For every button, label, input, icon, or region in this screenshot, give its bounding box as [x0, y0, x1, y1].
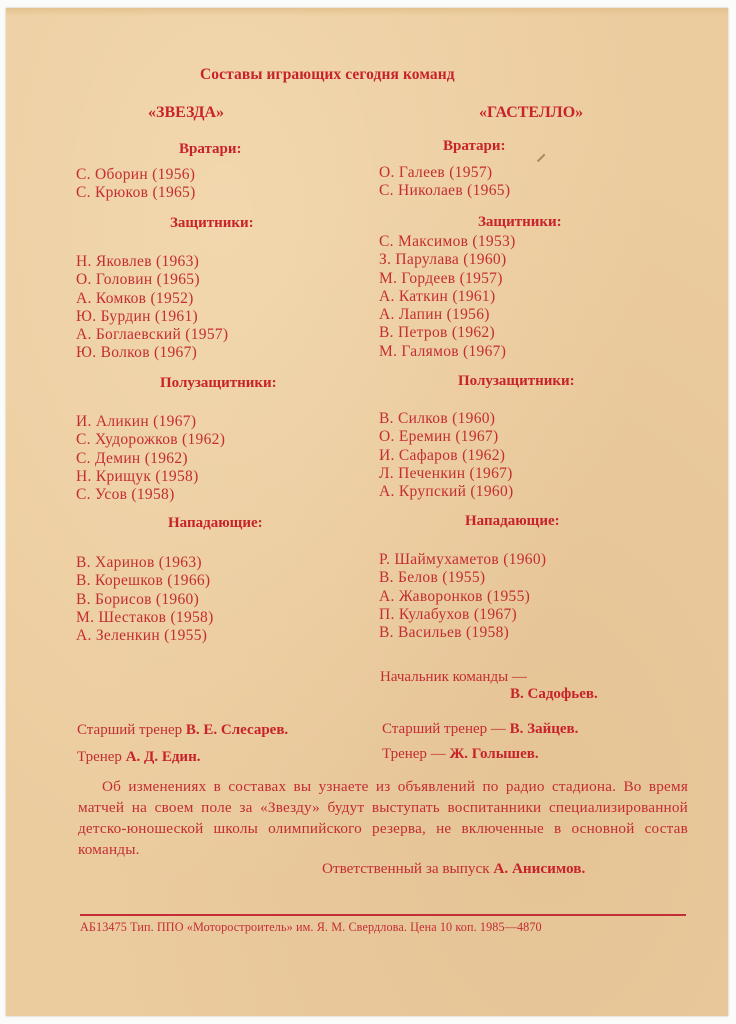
player-item: Н. Крищук (1958) — [76, 467, 199, 485]
zvezda-goalkeepers-list — [76, 166, 196, 203]
zvezda-defenders-list — [76, 253, 228, 363]
player-item: М. Гордеев (1957) — [379, 269, 503, 287]
responsible-name: А. Анисимов. — [493, 860, 586, 877]
zvezda-forwards-heading: Нападающие: — [168, 515, 263, 531]
zvezda-forwards-list — [76, 554, 214, 645]
page-title: Составы играющих сегодня команд — [200, 66, 455, 83]
player-item: А. Боглаевский (1957) — [76, 326, 229, 344]
player-item: С. Николаев (1965) — [379, 182, 511, 200]
team-name-zvezda: «ЗВЕЗДА» — [148, 104, 225, 121]
zvezda-head-coach — [77, 722, 288, 739]
print-imprint: АБ13475 Тип. ППО «Моторостроитель» им. Я. М. Свердлова. Цена 10 коп. 1985—4870 — [80, 920, 542, 934]
player-item: А. Жаворонков (1955) — [379, 587, 531, 605]
player-item: М. Шестаков (1958) — [76, 608, 214, 626]
player-item: С. Крюков (1965) — [76, 184, 196, 202]
player-item: О. Галеев (1957) — [379, 164, 493, 181]
player-item: И. Сафаров (1962) — [379, 446, 506, 464]
gastello-manager-name: В. Садофьев. — [510, 686, 598, 702]
coach-name: Ж. Голышев. — [449, 746, 539, 762]
team-name-gastello: «ГАСТЕЛЛО» — [479, 104, 584, 121]
responsible-line — [322, 860, 585, 878]
zvezda-goalkeepers-heading: Вратари: — [179, 141, 242, 157]
zvezda-coach — [77, 749, 200, 766]
gastello-defenders-heading: Защитники: — [478, 214, 562, 230]
zvezda-midfielders-list — [76, 413, 225, 504]
coach-label: Тренер — [77, 749, 122, 765]
player-item: В. Васильев (1958) — [379, 624, 510, 642]
head-coach-name: В. Зайцев. — [509, 721, 579, 737]
player-item: В. Корешков (1966) — [76, 572, 211, 590]
player-item: В. Силков (1960) — [379, 410, 496, 427]
gastello-forwards-heading: Нападающие: — [465, 513, 560, 529]
player-item: Р. Шаймухаметов (1960) — [379, 551, 547, 568]
player-item: И. Аликин (1967) — [76, 413, 197, 430]
zvezda-defenders-heading: Защитники: — [170, 215, 254, 231]
gastello-coach — [382, 746, 539, 763]
player-item: С. Максимов (1953) — [379, 233, 516, 250]
gastello-midfielders-list — [379, 410, 513, 501]
player-item: О. Еремин (1967) — [379, 428, 499, 446]
player-item: А. Каткин (1961) — [379, 287, 496, 305]
player-item: В. Белов (1955) — [379, 569, 486, 587]
player-item: В. Харинов (1963) — [76, 554, 202, 571]
player-item: Н. Яковлев (1963) — [76, 253, 200, 270]
gastello-goalkeepers-heading: Вратари: — [443, 138, 506, 154]
coach-name: А. Д. Един. — [125, 749, 201, 765]
player-item: Ю. Волков (1967) — [76, 344, 198, 362]
footer-divider — [80, 914, 686, 916]
player-item: Л. Печенкин (1967) — [379, 464, 513, 482]
player-item: П. Кулабухов (1967) — [379, 605, 517, 623]
player-item: А. Комков (1952) — [76, 289, 194, 307]
head-coach-label: Старший тренер — [77, 722, 183, 738]
player-item: С. Оборин (1956) — [76, 166, 196, 183]
player-item: З. Парулава (1960) — [379, 251, 507, 269]
gastello-forwards-list — [379, 551, 546, 642]
player-item: С. Демин (1962) — [76, 449, 188, 467]
paper-edge — [6, 8, 728, 16]
player-item: В. Борисов (1960) — [76, 590, 200, 608]
player-item: М. Галямов (1967) — [379, 342, 507, 360]
gastello-defenders-list — [379, 233, 516, 361]
player-item: А. Крупский (1960) — [379, 483, 514, 501]
gastello-head-coach — [382, 721, 578, 738]
player-item: С. Усов (1958) — [76, 486, 175, 504]
gastello-midfielders-heading: Полузащитники: — [458, 373, 575, 389]
player-item: Ю. Бурдин (1961) — [76, 307, 198, 325]
roster-change-note: Об изменениях в составах вы узнаете из объявлений по радио стадиона. Во время матчей на своем поле за «Звезду» будут выступать воспитанники специализированной детско-юношеской школы олимпийского резерва, не включенные в основной состав команды. — [78, 778, 688, 858]
responsible-label: Ответственный за выпуск — [322, 860, 490, 877]
coach-label: Тренер — — [382, 746, 446, 762]
player-item: С. Худорожков (1962) — [76, 431, 226, 449]
head-coach-name: В. Е. Слесарев. — [185, 722, 289, 738]
player-item: В. Петров (1962) — [379, 324, 495, 342]
player-item: О. Головин (1965) — [76, 271, 200, 289]
player-item: А. Зеленкин (1955) — [76, 627, 208, 645]
player-item: А. Лапин (1956) — [379, 306, 490, 324]
head-coach-label: Старший тренер — — [382, 721, 506, 737]
zvezda-midfielders-heading: Полузащитники: — [160, 375, 277, 391]
gastello-manager-label: Начальник команды — — [380, 669, 527, 685]
gastello-goalkeepers-list — [379, 164, 510, 201]
